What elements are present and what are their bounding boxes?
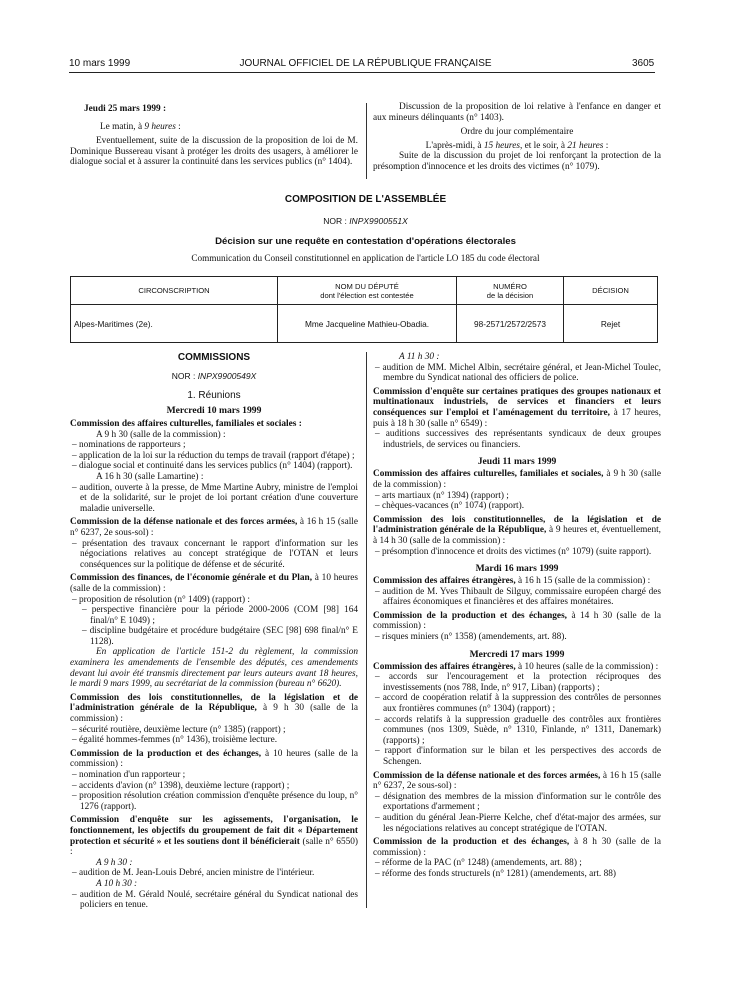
c6-time1: A 9 h 30 : xyxy=(96,857,133,868)
c6-item1: – audition de M. Jean-Louis Debré, ancien ministre de l'intérieur. xyxy=(72,868,315,879)
c2-heading: Commission de la défense nationale et des forces armées, à 16 h 15 (salle n° 6237, 2e sous-sol) : xyxy=(70,517,358,538)
cell-decision: Rejet xyxy=(564,305,658,343)
r4-item: – présomption d'innocence et droits des victimes (n° 1079) (suite rapport). xyxy=(375,546,652,557)
c1-time2: A 16 h 30 (salle Lamartine) : xyxy=(96,471,204,482)
c5-heading: Commission de la production et des échanges, à 10 heures (salle de la commission) : xyxy=(70,748,359,770)
header-date: 10 mars 1999 xyxy=(69,58,131,69)
c6-item2: – audition de M. Gérald Noulé, secrétaire général du Syndicat national des policiers en tenue. xyxy=(72,889,358,911)
header-depute: NOM DU DÉPUTÉ dont l'élection est contestée xyxy=(278,277,457,305)
r7-item2: – accord de coopération relatif à la suppression des contrôles de personnes aux frontières communes (n° 1304) (rapport) ; xyxy=(375,693,661,715)
r1-item: – audition de MM. Michel Albin, secrétaire général, et Jean-Michel Toulec, membre du Syndicat national des officiers de police. xyxy=(375,362,661,384)
top-left-block xyxy=(70,104,358,168)
r6-heading: Commission de la production et des échanges, à 14 h 30 (salle de la commission) : xyxy=(373,610,661,632)
r6-item: – risques miniers (n° 1358) (amendements, art. 88). xyxy=(375,632,567,643)
date-jeudi-11: Jeudi 11 mars 1999 xyxy=(477,456,557,468)
r2-heading: Commission d'enquête sur certaines pratiques des groupes nationaux et multinationaux industriels, de services et financiers et leurs conséquences sur l'emploi et l'aménagement du territoire, à 17 heures, puis à 18 h 30 (salle n° 6549) : xyxy=(373,386,661,429)
c1-title: Commission des affaires culturelles, familiales et sociales : xyxy=(70,419,302,429)
cell-circonscription: Alpes-Maritimes (2e). xyxy=(71,305,278,343)
c1-time1: A 9 h 30 (salle de la commission) : xyxy=(96,429,226,440)
reunions-heading: 1. Réunions xyxy=(187,390,241,401)
c5-item1: – nomination d'un rapporteur ; xyxy=(72,770,186,780)
contestation-table xyxy=(70,276,658,343)
proposal-text: Discussion de la proposition de loi relative à l'enfance en danger et aux mineurs délinquants (n° 1403). xyxy=(373,102,661,123)
c6-time2: A 10 h 30 : xyxy=(96,878,138,889)
r9-item1: – réforme de la PAC (n° 1248) (amendements, art. 88) ; xyxy=(375,858,582,869)
commissions-left-column xyxy=(70,352,358,911)
commissions-nor: NOR : INPX9900549X xyxy=(171,371,257,381)
afternoon-text: Suite de la discussion du projet de loi renforçant la protection de la présomption d'innocence et les droits des victimes (n° 1079). xyxy=(373,151,661,172)
c3-note: En application de l'article 151-2 du règlement, la commission examinera les amendements de l'ensemble des députés, ces amendements devant lui avoir été transmis directement par leurs auteurs avant 18 heures, le mardi 9 mars 1999, au secrétariat de la commission (bureau n° 6620). xyxy=(70,647,358,690)
c1-item3: – dialogue social et continuité dans les services publics (n° 1404) (rapport). xyxy=(72,461,353,472)
table-header-row xyxy=(71,277,658,305)
c5-item3: – proposition résolution création commission d'enquête présence du loup, n° 1276 (rapport). xyxy=(72,791,358,812)
date-mardi-16: Mardi 16 mars 1999 xyxy=(475,563,559,575)
r9-item2: – réforme des fonds structurels (n° 1281) (amendements, art. 88) xyxy=(375,868,616,879)
c1-item4: – audition, ouverte à la presse, de Mme Martine Aubry, ministre de l'emploi et de la solidarité, sur le projet de loi portant création d'une couverture maladie universelle. xyxy=(72,482,358,514)
header-decision: DÉCISION xyxy=(564,277,658,305)
r8-heading: Commission de la défense nationale et des forces armées, à 16 h 15 (salle n° 6237, 2e sous-sol) : xyxy=(373,770,661,792)
commissions-right-column xyxy=(373,352,661,880)
day-heading: Jeudi 25 mars 1999 : xyxy=(84,104,167,114)
r5-heading: Commission des affaires étrangères, à 16 h 15 (salle de la commission) : xyxy=(373,576,651,587)
composition-nor: NOR : INPX9900551X xyxy=(323,216,408,226)
c4-item2: – égalité hommes-femmes (n° 1436), troisième lecture. xyxy=(72,735,278,746)
c6-heading: Commission d'enquête sur les agissements, l'organisation, le fonctionnement, les objectifs du groupement de fait dit « Département protection et sécurité » et les soutiens dont il bénéficierait (salle n° 6550) : xyxy=(70,815,359,858)
r8-item1: – désignation des membres de la mission d'information sur le contrôle des exportations d'armement ; xyxy=(375,791,661,813)
c4-heading: Commission des lois constitutionnelles, de la législation et de l'administration générale de la République, à 9 h 30 (salle de la commission) : xyxy=(70,692,358,725)
r7-item3: – accords relatifs à la suppression graduelle des contrôles aux frontières communes (nos 1309, Suède, n° 1310, Finlande, n° 1311, Danemark) (rapports) ; xyxy=(375,714,661,746)
decision-title: Décision sur une requête en contestation d'opérations électorales xyxy=(215,236,516,247)
composition-title: COMPOSITION DE L'ASSEMBLÉE xyxy=(284,194,447,205)
r7-item4: – rapport d'information sur le bilan et les perspectives des accords de Schengen. xyxy=(375,746,661,767)
header-numero: NUMÉRO de la décision xyxy=(457,277,564,305)
r7-heading: Commission des affaires étrangères, à 10 heures (salle de la commission) : xyxy=(373,661,659,672)
r3-heading: Commission des affaires culturelles, familiales et sociales, à 9 h 30 (salle de la commission) : xyxy=(373,469,661,490)
date-mercredi-17: Mercredi 17 mars 1999 xyxy=(469,648,565,660)
r1-time: A 11 h 30 : xyxy=(399,352,440,362)
c1-item2: – application de la loi sur la réduction du temps de travail (rapport d'étape) ; xyxy=(72,450,355,461)
afternoon-line: L'après-midi, à 15 heures, et le soir, à 21 heures : xyxy=(425,140,609,151)
c4-item1: – sécurité routière, deuxième lecture (n° 1385) (rapport) ; xyxy=(72,724,286,735)
page-number: 3605 xyxy=(632,58,655,69)
morning-line: Le matin, à 9 heures : xyxy=(100,121,181,132)
r9-heading: Commission de la production et des échanges, à 8 h 30 (salle de la commission) : xyxy=(373,837,661,858)
r3-item2: – chèques-vacances (n° 1074) (rapport). xyxy=(375,501,525,512)
top-right-block xyxy=(373,102,661,173)
r2-item: – auditions successives des représentants syndicaux de deux groupes industriels, de services ou financiers. xyxy=(375,429,661,450)
decision-subtitle: Communication du Conseil constitutionnel en application de l'article LO 185 du code électoral xyxy=(191,253,540,263)
c3-item2: – perspective financière pour la période 2000-2006 (COM [98] 164 final/n° E 1049) ; xyxy=(82,605,358,626)
morning-text: Eventuellement, suite de la discussion de la proposition de loi de M. Dominique Bussereau visant à protéger les droits des usagers, à améliorer le dialogue social et à assurer la continuité dans les services publics (n° 1404). xyxy=(70,136,358,168)
r8-item2: – audition du général Jean-Pierre Kelche, chef d'état-major des armées, sur les négociations relatives au concept stratégique de l'OTAN. xyxy=(375,812,661,834)
date-mercredi-10: Mercredi 10 mars 1999 xyxy=(166,405,262,416)
c3-item1: – proposition de résolution (n° 1409) (rapport) : xyxy=(72,594,251,605)
column-divider-top xyxy=(366,103,367,179)
c2-item1: – présentation des travaux concernant le rapport d'information sur les négociations relatives au concept stratégique de l'OTAN et leurs conséquences sur la politique de défense et de sécurité. xyxy=(72,538,358,570)
c1-item1: – nominations de rapporteurs ; xyxy=(72,440,186,451)
cell-numero: 98-2571/2572/2573 xyxy=(457,305,564,343)
r5-item: – audition de M. Yves Thibault de Silguy, commissaire européen chargé des affaires économiques et financières et des affaires monétaires. xyxy=(375,586,661,608)
r7-item1: – accords sur l'encouragement et la protection réciproques des investissements (nos 788, Inde, n° 917, Liban) (rapports) ; xyxy=(375,672,661,693)
c3-heading: Commission des finances, de l'économie générale et du Plan, à 10 heures (salle de la commission) : xyxy=(70,573,358,594)
header-rule xyxy=(69,72,655,73)
header-circonscription: CIRCONSCRIPTION xyxy=(71,277,278,305)
column-divider-main xyxy=(366,352,367,908)
r3-item1: – arts martiaux (n° 1394) (rapport) ; xyxy=(375,490,509,501)
complementary-heading: Ordre du jour complémentaire xyxy=(460,127,574,138)
c3-item3: – discipline budgétaire et procédure budgétaire (SEC [98] 698 final/n° E 1128). xyxy=(82,626,358,647)
commissions-title: COMMISSIONS xyxy=(177,352,251,363)
c5-item2: – accidents d'avion (n° 1398), deuxième lecture (rapport) ; xyxy=(72,780,290,791)
journal-title: JOURNAL OFFICIEL DE LA RÉPUBLIQUE FRANÇAISE xyxy=(239,58,492,69)
cell-depute: Mme Jacqueline Mathieu-Obadia. xyxy=(278,305,457,343)
table-row xyxy=(71,305,658,343)
r4-heading: Commission des lois constitutionnelles, de la législation et de l'administration générale de la République, à 9 heures et, éventuellement, à 14 h 30 (salle de la commission) : xyxy=(373,514,661,546)
